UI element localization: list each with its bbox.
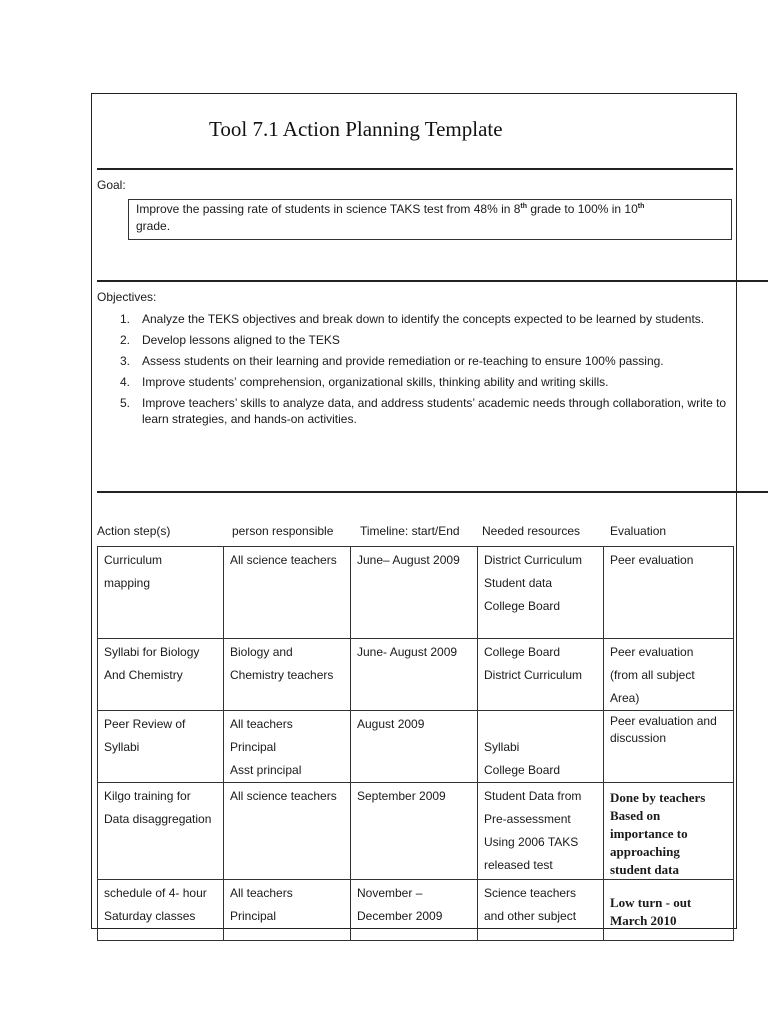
header-action-steps: Action step(s) [97, 524, 171, 538]
cell-line: June- August 2009 [357, 645, 458, 659]
header-person-responsible: person responsible [232, 524, 334, 538]
cell-person [224, 547, 351, 639]
objective-number: 1. [120, 312, 131, 326]
cell-line: Peer evaluation [610, 553, 694, 567]
cell-line: Curriculum [104, 553, 163, 567]
objective-number: 4. [120, 375, 131, 389]
cell-resources [478, 880, 604, 941]
cell-line: All science teachers [230, 789, 337, 803]
cell-person [224, 880, 351, 941]
page-title: Tool 7.1 Action Planning Template [209, 117, 503, 141]
cell-timeline [351, 711, 478, 783]
goal-label: Goal: [97, 178, 126, 192]
objective-item [97, 332, 737, 348]
cell-line: approaching [610, 844, 680, 859]
cell-line: Science teachers [484, 886, 577, 900]
cell-person [224, 783, 351, 880]
table-row [98, 639, 734, 711]
cell-action [98, 547, 224, 639]
objective-item [97, 395, 737, 427]
cell-action [98, 711, 224, 783]
cell-line: Saturday classes [104, 909, 196, 923]
table-row [98, 880, 734, 941]
cell-line: Principal [230, 740, 277, 754]
cell-evaluation [604, 547, 734, 639]
cell-line: Syllabi [484, 740, 520, 754]
cell-action [98, 783, 224, 880]
header-timeline: Timeline: start/End [360, 524, 460, 538]
cell-line: Based on [610, 808, 661, 823]
divider-goal [97, 280, 768, 282]
cell-line: Syllabi [104, 740, 140, 754]
objective-text: Analyze the TEKS objectives and break down to identify the concepts expected to be learned by students. [142, 312, 705, 326]
cell-line: Using 2006 TAKS [484, 835, 579, 849]
cell-evaluation [604, 783, 734, 880]
cell-line: Asst principal [230, 763, 302, 777]
cell-line: Student data [484, 576, 553, 590]
objectives-label: Objectives: [97, 290, 157, 304]
objective-text: Assess students on their learning and provide remediation or re-teaching to ensure 100% passing. [142, 354, 664, 368]
table-row [98, 783, 734, 880]
cell-line: schedule of 4- hour [104, 886, 207, 900]
cell-line: June– August 2009 [357, 553, 460, 567]
cell-line: student data [610, 862, 679, 877]
cell-line: Pre-assessment [484, 812, 571, 826]
cell-evaluation [604, 880, 734, 941]
cell-line: Biology and [230, 645, 293, 659]
objective-text: Improve students’ comprehension, organizational skills, thinking ability and writing skills. [142, 375, 609, 389]
cell-resources [478, 639, 604, 711]
cell-line: And Chemistry [104, 668, 183, 682]
cell-timeline [351, 783, 478, 880]
cell-line: College Board [484, 599, 561, 613]
cell-line: and other subject [484, 909, 577, 923]
cell-line: Student Data from [484, 789, 582, 803]
cell-line: College Board [484, 763, 561, 777]
cell-line: Peer Review of [104, 717, 186, 731]
goal-text-3: grade. [136, 219, 171, 233]
cell-line: Peer evaluation and [610, 714, 717, 728]
header-needed-resources: Needed resources [482, 524, 581, 538]
goal-sup-2: th [637, 203, 645, 210]
cell-timeline [351, 547, 478, 639]
cell-line: mapping [104, 576, 151, 590]
cell-line: All teachers [230, 717, 293, 731]
table-row [98, 711, 734, 783]
objective-number: 5. [120, 396, 131, 410]
objective-text: Improve teachers’ skills to analyze data, and address students’ academic needs through collaboration, write to learn strategies, and hands-on activities. [142, 396, 727, 426]
cell-resources [478, 783, 604, 880]
cell-person [224, 639, 351, 711]
cell-line: importance to [610, 826, 688, 841]
cell-line: September 2009 [357, 789, 446, 803]
cell-person [224, 711, 351, 783]
cell-line: District Curriculum [484, 553, 583, 567]
cell-evaluation [604, 711, 734, 783]
cell-line: Syllabi for Biology [104, 645, 200, 659]
cell-evaluation [604, 639, 734, 711]
cell-line: Chemistry teachers [230, 668, 334, 682]
cell-line: Peer evaluation [610, 645, 694, 659]
cell-action [98, 639, 224, 711]
action-plan-table [97, 546, 734, 941]
cell-resources [478, 711, 604, 783]
cell-line: All science teachers [230, 553, 337, 567]
cell-resources [478, 547, 604, 639]
divider-objectives [97, 491, 768, 493]
header-evaluation: Evaluation [610, 524, 667, 538]
cell-line: November – [357, 886, 423, 900]
goal-text-2: grade to 100% in 10 [527, 202, 638, 216]
objectives-list [97, 311, 737, 432]
goal-text-1: Improve the passing rate of students in science TAKS test from 48% in 8 [136, 202, 521, 216]
cell-line: District Curriculum [484, 668, 583, 682]
cell-action [98, 880, 224, 941]
cell-line: March 2010 [610, 913, 677, 928]
cell-line: discussion [610, 731, 667, 745]
cell-line: Low turn - out [610, 895, 692, 910]
objective-item [97, 353, 737, 369]
cell-line: Area) [610, 691, 640, 705]
cell-line: (from all subject [610, 668, 695, 682]
objective-text: Develop lessons aligned to the TEKS [142, 333, 340, 347]
cell-line: August 2009 [357, 717, 425, 731]
cell-line: Data disaggregation [104, 812, 212, 826]
objective-item [97, 311, 737, 327]
objective-number: 2. [120, 333, 131, 347]
cell-timeline [351, 639, 478, 711]
table-row [98, 547, 734, 639]
cell-line: Done by teachers [610, 790, 706, 805]
goal-sup-1: th [520, 203, 528, 210]
cell-line: College Board [484, 645, 561, 659]
divider-title [97, 168, 733, 170]
objective-item [97, 374, 737, 390]
cell-line: All teachers [230, 886, 293, 900]
cell-line: Principal [230, 909, 277, 923]
goal-box [128, 199, 732, 240]
cell-line: released test [484, 858, 553, 872]
objective-number: 3. [120, 354, 131, 368]
cell-line: Kilgo training for [104, 789, 191, 803]
cell-timeline [351, 880, 478, 941]
cell-line: December 2009 [357, 909, 443, 923]
